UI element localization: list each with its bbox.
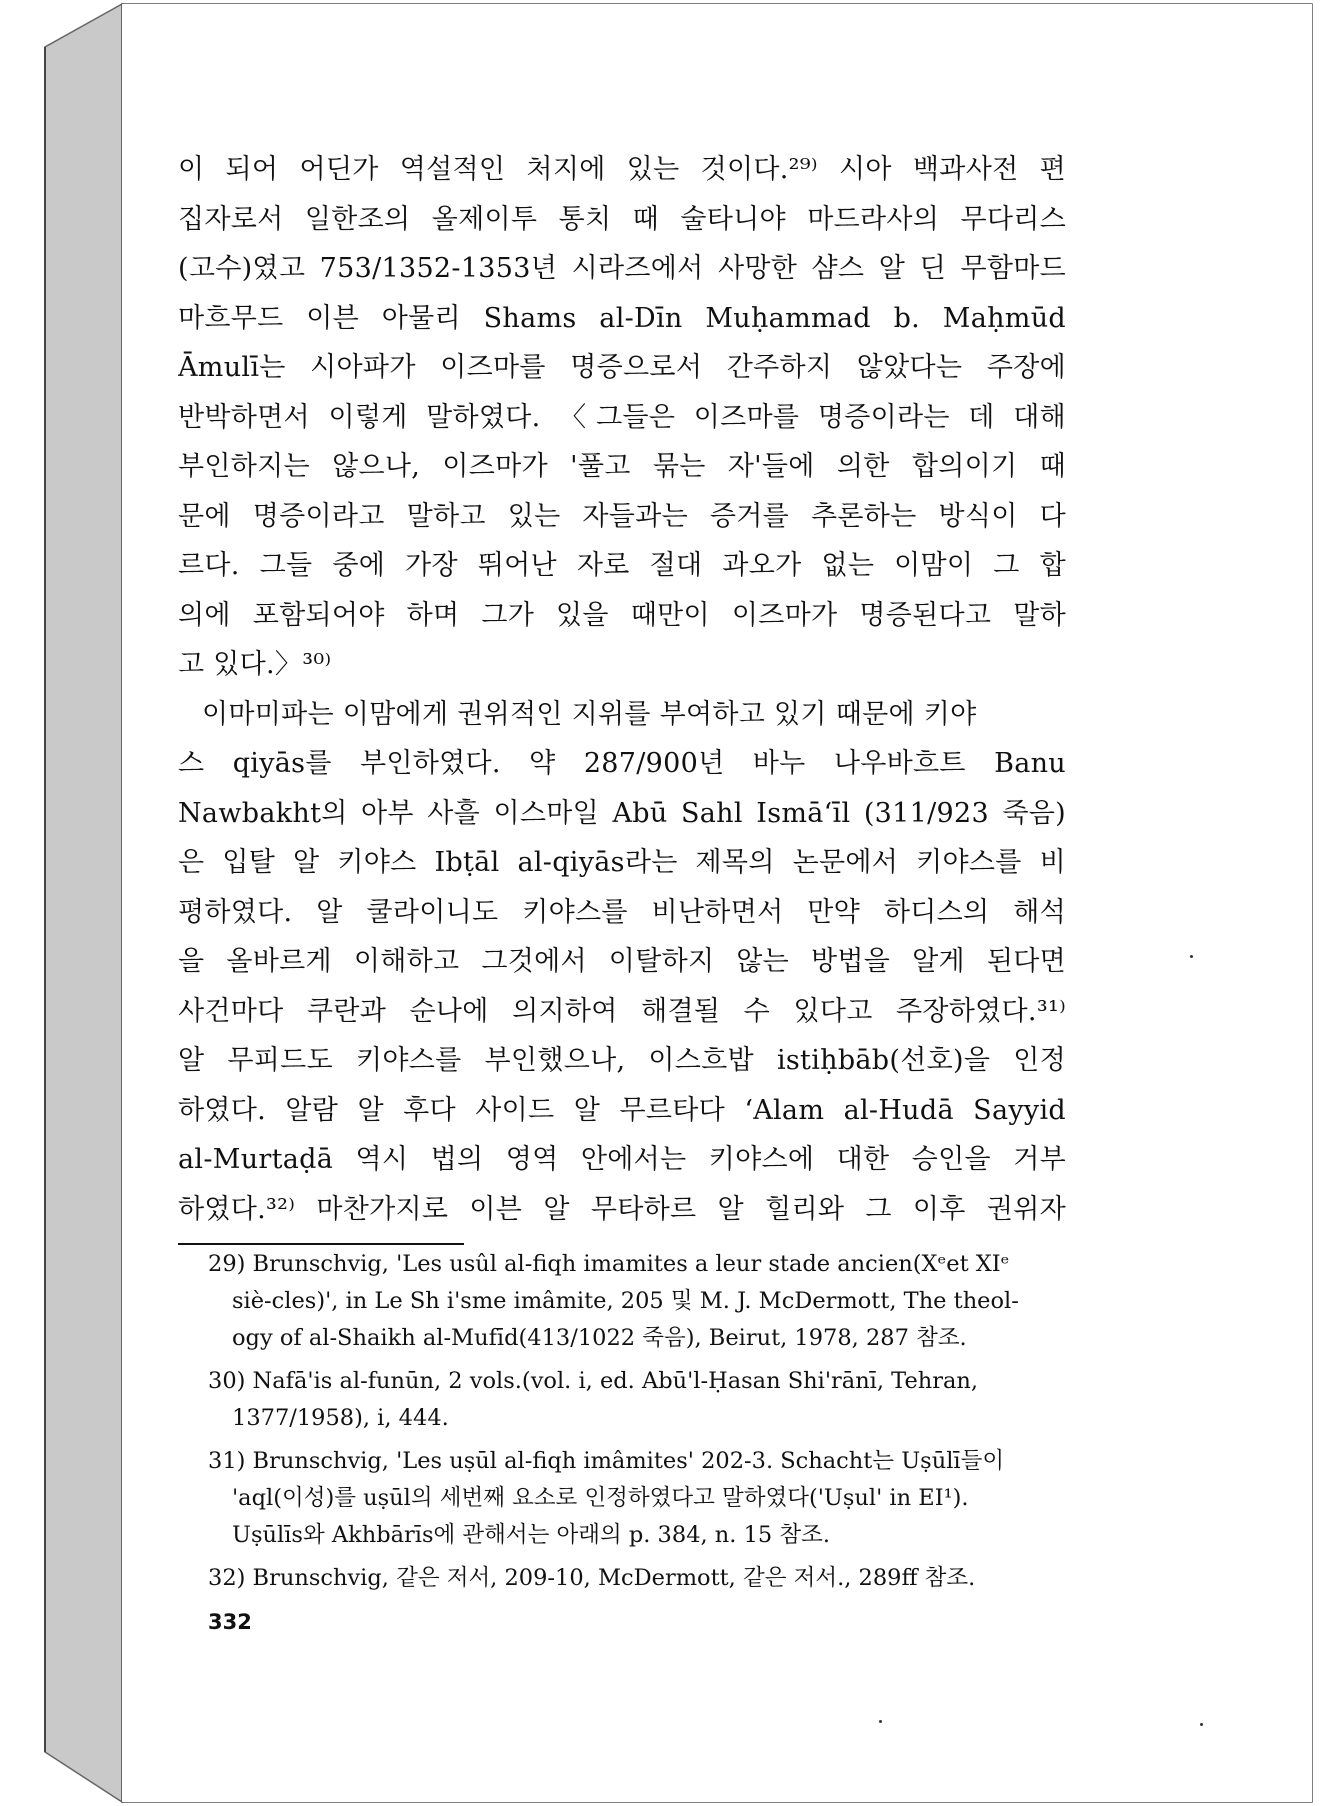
book-spine (45, 4, 122, 1802)
footnote-line: 29) Brunschvig, 'Les usûl al-fiqh imamites a leur stade ancien(Xᵉet XIᵉ (208, 1251, 1010, 1277)
body-line: 하였다. 알람 알 후다 사이드 알 무르타다 ʻAlam al-Hudā Sayyid (178, 1094, 1066, 1126)
body-line: 의에 포함되어야 하며 그가 있을 때만이 이즈마가 명증된다고 말하 (178, 599, 1066, 631)
body-line: 하였다.³²⁾ 마찬가지로 이븐 알 무타하르 알 힐리와 그 이후 권위자 (178, 1193, 1066, 1225)
body-line: 이마미파는 이맘에게 권위적인 지위를 부여하고 있기 때문에 키야 (202, 698, 977, 730)
body-line: Āmulī는 시아파가 이즈마를 명증으로서 간주하지 않았다는 주장에 (178, 352, 1066, 383)
body-line: 마흐무드 이븐 아물리 Shams al-Dīn Muḥammad b. Maḥmūd (178, 302, 1066, 334)
footnote-line: 31) Brunschvig, 'Les uṣūl al-fiqh imâmites' 202-3. Schacht는 Uṣūlī들이 (208, 1448, 1005, 1474)
footnote (208, 1443, 1068, 1554)
body-line: 르다. 그들 중에 가장 뛰어난 자로 절대 과오가 없는 이맘이 그 합 (178, 550, 1066, 581)
footnote-line: 1377/1958), i, 444. (232, 1405, 449, 1431)
footnote-line: Uṣūlīs와 Akhbārīs에 관해서는 아래의 p. 384, n. 15 참조. (232, 1522, 831, 1548)
scan-speck (1200, 1723, 1203, 1726)
footnote-line: ogy of al-Shaikh al-Mufīd(413/1022 죽음), Beirut, 1978, 287 참조. (232, 1325, 967, 1351)
body-line: 평하였다. 알 쿨라이니도 키야스를 비난하면서 만약 하디스의 해석 (178, 896, 1066, 928)
footnote-divider (178, 1243, 464, 1245)
footnote-line: 30) Nafā'is al-funūn, 2 vols.(vol. i, ed. Abū'l-Ḥasan Shi'rānī, Tehran, (208, 1368, 979, 1394)
footnote-line: 'aql(이성)를 uṣūl의 세번째 요소로 인정하였다고 말하였다('Uṣul' in EI¹). (232, 1485, 969, 1511)
footnotes (208, 1246, 1068, 1603)
body-line: 이 되어 어딘가 역설적인 처지에 있는 것이다.²⁹⁾ 시아 백과사전 편 (178, 154, 1066, 185)
body-line: 은 입탈 알 키야스 Ibṭāl al-qiyās라는 제목의 논문에서 키야스를 비 (178, 847, 1066, 878)
footnote (208, 1246, 1068, 1357)
footnote-line: 32) Brunschvig, 같은 저서, 209-10, McDermott, 같은 저서., 289ff 참조. (208, 1565, 976, 1591)
body-line: 사건마다 쿠란과 순나에 의지하여 해결될 수 있다고 주장하였다.³¹⁾ (178, 995, 1066, 1027)
scan-speck (1190, 955, 1193, 958)
body-line: 반박하면서 이렇게 말하였다. 〈그들은 이즈마를 명증이라는 데 대해 (178, 401, 1066, 433)
body-line: (고수)였고 753/1352-1353년 시라즈에서 사망한 샴스 알 딘 무함마드 (178, 253, 1066, 284)
body-line: 부인하지는 않으나, 이즈마가 '풀고 묶는 자'들에 의한 합의이기 때 (178, 451, 1066, 482)
footnote (208, 1560, 1068, 1597)
body-line: 집자로서 일한조의 올제이투 통치 때 술타니야 마드라사의 무다리스 (178, 203, 1066, 235)
scan-speck (879, 1720, 882, 1723)
body-line: 스 qiyās를 부인하였다. 약 287/900년 바누 나우바흐트 Banu (178, 748, 1066, 779)
body-line: 알 무피드도 키야스를 부인했으나, 이스흐밥 istiḥbāb(선호)을 인정 (178, 1045, 1066, 1076)
footnote (208, 1363, 1068, 1437)
body-line: Nawbakht의 아부 사흘 이스마일 Abū Sahl Ismāʻīl (311/923 죽음) (178, 797, 1066, 829)
footnote-line: siè-cles)', in Le Sh i'sme imâmite, 205 및 M. J. McDermott, The theol- (232, 1288, 1019, 1314)
body-line: 고 있다.〉³⁰⁾ (178, 649, 332, 680)
body-line: 문에 명증이라고 말하고 있는 자들과는 증거를 추론하는 방식이 다 (178, 500, 1066, 532)
body-line: 을 올바르게 이해하고 그것에서 이탈하지 않는 방법을 알게 된다면 (178, 946, 1066, 977)
body-line: al-Murtaḍā 역시 법의 영역 안에서는 키야스에 대한 승인을 거부 (178, 1144, 1066, 1175)
body-text (178, 145, 1066, 1234)
page-number: 332 (208, 1610, 252, 1634)
